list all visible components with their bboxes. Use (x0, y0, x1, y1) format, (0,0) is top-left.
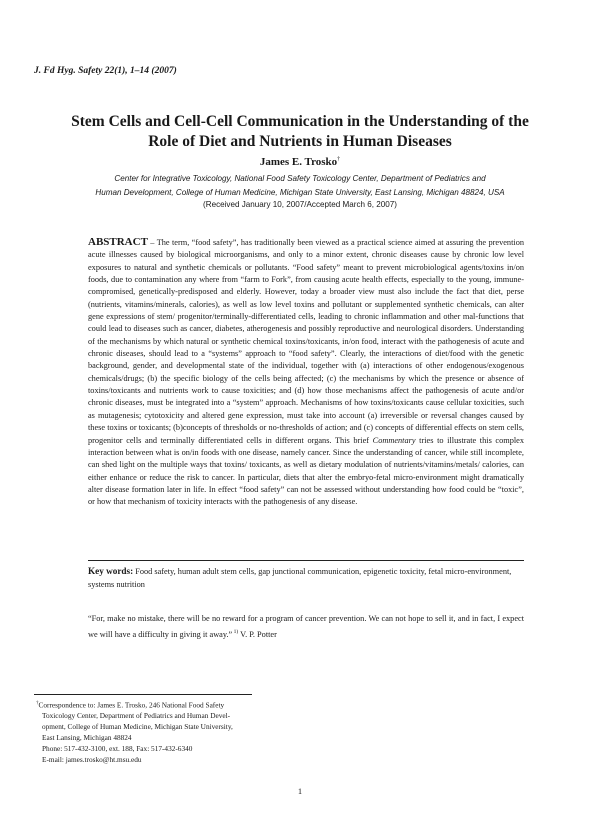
quote-attribution: V. P. Potter (238, 629, 277, 639)
paper-title-line-1: Stem Cells and Cell-Cell Communication in the Understanding of the (71, 113, 529, 130)
footnote-divider (34, 694, 252, 695)
keywords-label: Key words: (88, 566, 134, 576)
correspondence-line-1 (36, 699, 266, 711)
abstract-text-part-2: tries to illustrate this complex interaction between what is on/in foods with one disease, namely cancer. Since the understanding of cancer, while still incomplete, can shed light on the multiple ways that toxins/ toxicants, as well as dietary modulation of nutrients/vitamins/metals/ calories, can either enhance or reduce the risk to cancer. In particular, diets that alter the embryo-fetal micro-environment might dramatically alter disease formation later in life. In effect “food safety” can not be assessed without understanding how food could be “toxic”, or how that mechanism of toxicity interacts with the pathogenesis of any disease. (88, 435, 524, 507)
journal-citation: J. Fd Hyg. Safety 22(1), 1–14 (2007) (34, 66, 177, 76)
quote-text: “For, make no mistake, there will be no reward for a program of cancer prevention. We can not hope to sell it, and in fact, I expect we will have a difficulty in giving it away.” (88, 614, 524, 639)
correspondence-line-3: opment, College of Human Medicine, Michigan State University, (42, 722, 233, 732)
affiliation (60, 172, 540, 200)
received-dates: (Received January 10, 2007/Accepted March 6, 2007) (203, 200, 397, 209)
author-footnote-mark: † (337, 156, 341, 163)
paper-title (40, 112, 560, 152)
keywords-text: Food safety, human adult stem cells, gap junctional communication, epigenetic toxicity, fetal micro-environment, systems nutrition (88, 567, 512, 589)
affiliation-line-1: Center for Integrative Toxicology, National Food Safety Toxicology Center, Department of Pediatrics and (114, 174, 486, 183)
page-number: 1 (297, 786, 303, 796)
keywords-divider (88, 560, 524, 561)
correspondence-email[interactable]: E-mail: james.trosko@ht.msu.edu (42, 754, 142, 764)
author (0, 156, 600, 168)
affiliation-line-2: Human Development, College of Human Medicine, Michigan State University, East Lansing, Michigan 48824, USA (95, 188, 505, 197)
correspondence-footnote (36, 699, 266, 765)
epigraph-quote (88, 612, 524, 641)
paper-title-line-2: Role of Diet and Nutrients in Human Diseases (148, 133, 452, 150)
correspondence-line-4: East Lansing, Michigan 48824 (42, 732, 132, 742)
abstract-text-part-1: – The term, “food safety”, has traditionally been viewed as a practical science aimed at assuring the prevention acute illnesses caused by biological microorganisms, and only to a minor extent, chronic diseases cause by chronic low level exposures to natural and synthetic chemicals or pollutants. “Food safety” meant to prevent microbiological agents/toxins in/on foods, due to contamination any where from “farm to Fork”, from causing acute health effects, especially to the young, immune-compromised, genetically-predisposed and elderly. However, today a broader view must also include the fact that diet, perse (nutrients, vitamins/minerals, calories), as well as low level toxins and pollutant or supplemented synthetic chemicals, can alter gene expressions of stem/ progenitor/terminally-differentiated cells, leading to chronic inflammation and other mal-functions that could lead to diseases such as cancer, diabetes, atherogenesis and possibly reproductive and neurological disorders. Understanding of the mechanisms by which natural or synthetic chemical toxins/toxicants, in/on food, interact with the pathogenesis of acute and chronic diseases, should lead to a “systems” approach to “food safety”. Clearly, the interactions of diet/food with the genetic background, gender, and developmental state of the individual, together with (a) interactions of other endogenous/exogenous chemicals/drugs; (b) the specific biology of the cells being affected; (c) the mechanisms by which the presence or absence of toxins/toxicants and nutrients work to cause toxicities; and (d) how those mechanisms affect the pathogenesis of acute and/or chronic diseases, must be integrated into a “system” approach. Mechanisms of how toxins/toxicants cause cellular toxicities, such as mutagenesis; cytotoxicity and altered gene expression, must take into account (a) irreversible or reversal changes caused by these toxins or toxicants; (b)concepts of thresholds or no-thresholds of action; and (c) concepts of differential effects on stem cells, progenitor cells and terminally differentiated cells in different organs. This brief (88, 238, 524, 445)
keywords (88, 565, 524, 591)
author-name: James E. Trosko (259, 156, 338, 168)
correspondence-phone: Phone: 517-432-3100, ext. 188, Fax: 517-432-6340 (42, 743, 193, 753)
correspondence-mark: † (36, 701, 39, 706)
abstract (88, 236, 524, 509)
quote-reference: 1) (232, 628, 239, 635)
correspondence-line-2: Toxicology Center, Department of Pediatrics and Human Devel- (42, 711, 231, 721)
correspondence-line-1-text: Correspondence to: James E. Trosko, 246 National Food Safety (38, 700, 225, 710)
abstract-label: ABSTRACT (88, 236, 148, 248)
abstract-commentary-word: Commentary (372, 435, 416, 445)
